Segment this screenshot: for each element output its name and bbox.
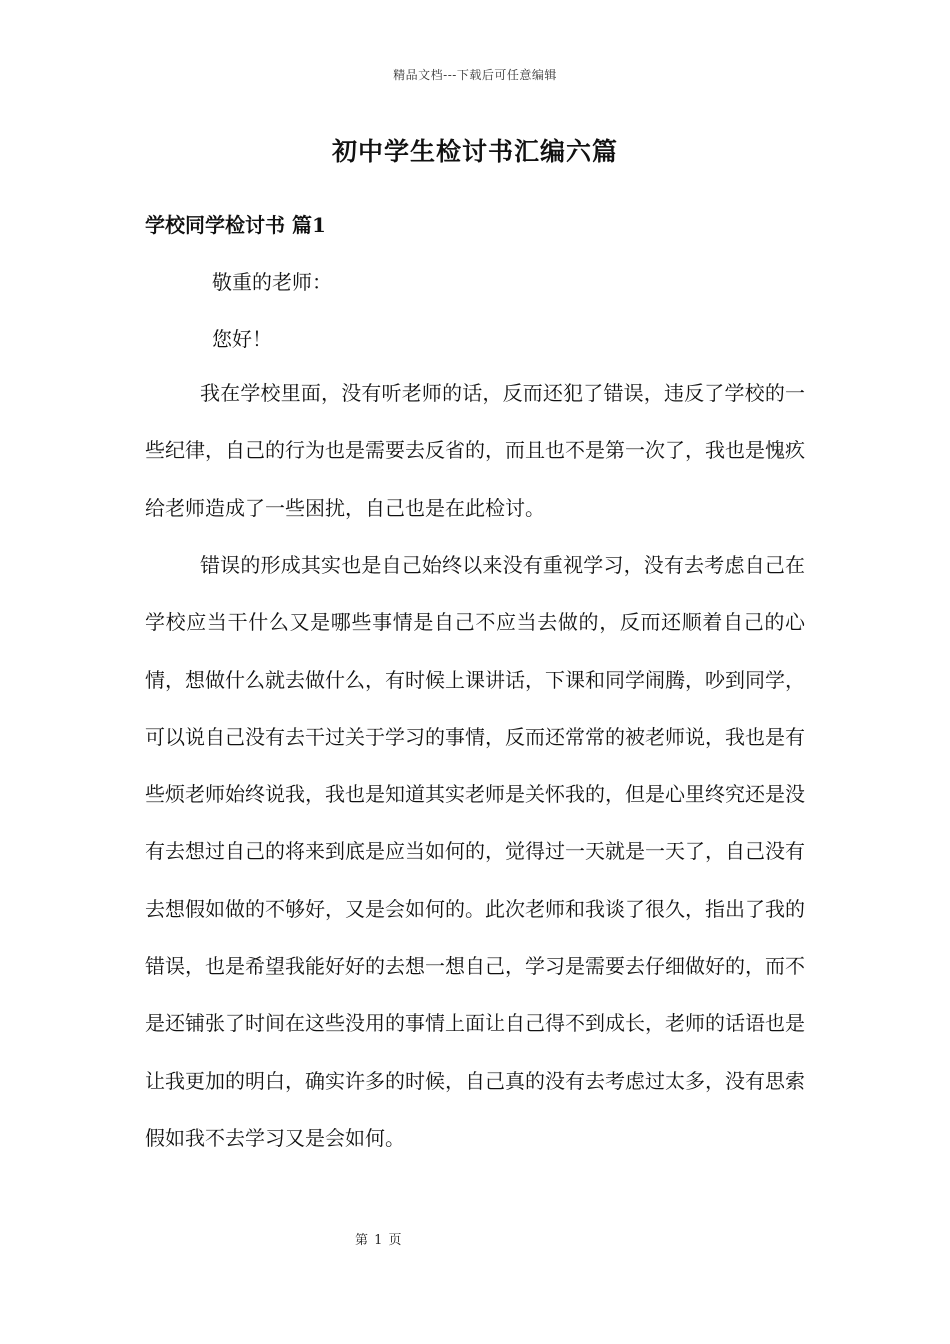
body-paragraph-2: 错误的形成其实也是自己始终以来没有重视学习，没有去考虑自己在学校应当干什么又是哪些事情是自己不应当去做的，反而还顺着自己的心情，想做什么就去做什么，有时候上课讲话，下课和同学闹腾，吵到同学，可以说自己没有去干过关于学习的事情，反而还常常的被老师说，我也是有些烦老师始终说我，我也是知道其实老师是关怀我的，但是心里终究还是没有去想过自己的将来到底是应当如何的，觉得过一天就是一天了，自己没有去想假如做的不够好，又是会如何的。此次老师和我谈了很久，指出了我的错误，也是希望我能好好的去想一想自己，学习是需要去仔细做好的，而不是还铺张了时间在这些没用的事情上面让自己得不到成长，老师的话语也是让我更加的明白，确实许多的时候，自己真的没有去考虑过太多，没有思索假如我不去学习又是会如何。 xyxy=(145,553,805,1150)
section-heading: 学校同学检讨书 篇1 xyxy=(145,213,326,237)
body-paragraph-1: 我在学校里面，没有听老师的话，反而还犯了错误，违反了学校的一些纪律，自己的行为也是需要去反省的，而且也不是第一次了，我也是愧疚给老师造成了一些困扰，自己也是在此检讨。 xyxy=(145,381,805,520)
header-note: 精品文档---下载后可任意编辑 xyxy=(393,68,557,82)
document-title: 初中学生检讨书汇编六篇 xyxy=(331,137,618,166)
page-number: 第 1 页 xyxy=(355,1233,402,1248)
salutation: 敬重的老师： xyxy=(212,270,332,294)
greeting: 您好！ xyxy=(212,327,272,351)
